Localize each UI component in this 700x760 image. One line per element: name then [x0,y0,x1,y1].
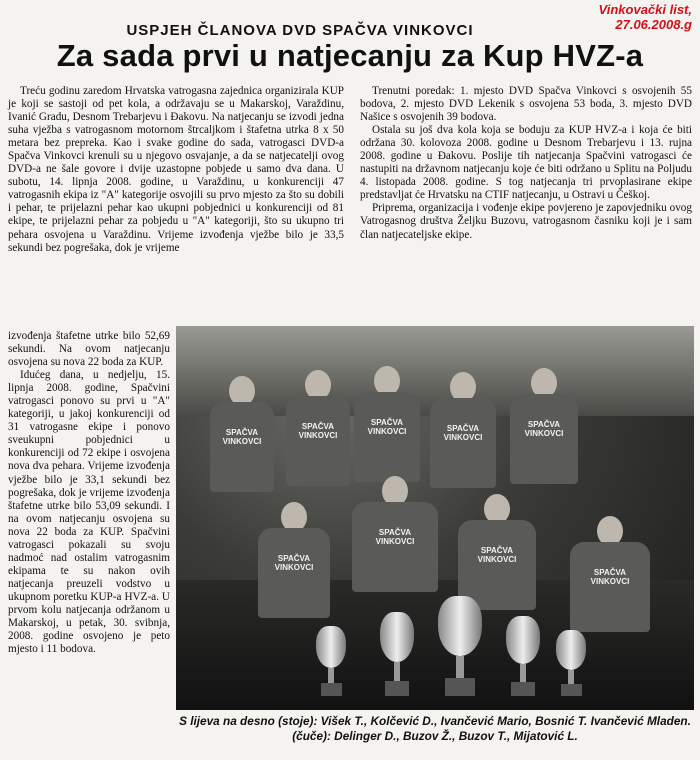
team-member: SPAČVA VINKOVCI [258,502,330,642]
trophy-icon [316,626,346,696]
paragraph: Trenutni poredak: 1. mjesto DVD Spačva Vinkovci s osvojenih 55 bodova, 2. mjesto DVD Lekenik s osvojena 53 boda, 3. mjesto DVD Našice s osvojenih 39 bodova. [360,85,692,124]
article-headline: Za sada prvi u natjecanju za Kup HVZ-a [56,38,644,73]
team-member: SPAČVA VINKOVCI [570,516,650,656]
paragraph: Ostala su još dva kola koja se boduju za KUP HVZ-a i koja će biti održana 30. kolovoza 2008. godine u Desnom Trebarjevu i 13. rujna 2008. godine u Đakovu. Poslije tih natjecanja Spačvini vatrogasci će nastupiti na državnom natjecanju koje će biti održano u Splitu na Poljudu 4. listopada 2008. godine. S tog natjecanja tri prvoplasirane ekipe predstavljat će Hrvatsku na CTIF natjecanju, u Ostravi u Češkoj. [360,124,692,202]
paragraph: Priprema, organizacija i vođenje ekipe povjereno je zapovjedniku ovog Vatrogasnog društva Željku Buzovu, vatrogasnom časniku koji je i sam član natjecateljske ekipe. [360,202,692,241]
team-member: SPAČVA VINKOVCI [458,494,536,634]
trophy-icon [556,630,586,696]
team-member: SPAČVA VINKOVCI [510,368,578,518]
photo-caption: S lijeva na desno (stoje): Višek T., Kolčević D., Ivančević Mario, Bosnić T. Ivančević Mladen. (čuče): Delinger D., Buzov Ž., Buzov T., Mijatović L. [179,714,691,743]
article-column-left-top [8,85,344,255]
team-member: SPAČVA VINKOVCI [430,372,496,522]
team-member: SPAČVA VINKOVCI [210,376,274,526]
paragraph: izvođenja štafetne utrke bilo 52,69 sekundi. Na ovom natjecanju osvojena su nova 22 boda za KUP. [8,330,170,369]
paragraph: Treću godinu zaredom Hrvatska vatrogasna zajednica organizirala KUP je koji se sastoji od pet kola, a održavaju se u Makarskoj, Varaždinu, Ivanić Gradu, Desnom Trebarjevu i Đakovu. Na natjecanju se izvodi jedna suha vježba s vatrogasnom motornom štrcaljkom i štafetna utrka 8 x 50 metara bez prepreka. Kao i svake godine do sada, vatrogasci DVD-a Spačva Vinkovci krenuli su u njegovo osvajanje, a da se natjecatelji ovog DVD-a ne šale govore i dvije uzastopne pobjede u samo dva dana. U subotu, 14. lipnja 2008. godine, u Varaždinu, u konkurenciji 47 vatrogasnih ekipa iz "A" kategorije osvojili su prvo mjesto za što su dobili i pehar, te prijelazni pehar kao ukupni pobjednici u konkurenciji od 81 ekipe, te prijelazni pehar za pobjedu u "A" kategoriji, što su ukupno tri pehara osvojena u Varaždinu. Vrijeme izvođenja vježbe bilo je 33,5 sekundi bez pogrešaka, dok je vrijeme [8,85,344,254]
trophy-icon [380,612,414,696]
team-member: SPAČVA VINKOVCI [286,370,350,520]
newspaper-source [599,2,692,32]
team-photo [176,326,694,710]
team-member: SPAČVA VINKOVCI [352,476,438,626]
paragraph: Idućeg dana, u nedjelju, 15. lipnja 2008. godine, Spačvini vatrogasci ponovo su prvi u "A" kategoriji, u jakoj konkurenciji od 31 vatrogasne ekipe i ponovo sveukupni pobjednici u konkurenciji od 72 ekipe i osvojena nova dva pehara. Vrijeme izvođenja vježbe bilo je 33,1 sekundi bez pogrešaka, dok je vrijeme izvođenja štafetne utrke bilo 53,09 sekundi. I na ovom natjecanju osvojena su nova 22 boda za KUP. Spačvini vatrogasci pokazali su svoju nadmoć nad ostalim vatrogasnim ekipama te su nakon ovih natjecanja preuzeli vodstvo u ukupnom poretku KUP-a HVZ-a. U prvom kolu natjecanja održanom u Makarskoj, u petak, 30. svibnja, 2008. godine osvojeno je peto mjesto i 11 bodova. [8,369,170,656]
team-member: SPAČVA VINKOVCI [354,366,420,516]
source-name: Vinkovački list, [598,2,692,17]
trophy-icon [438,596,482,696]
trophy-icon [506,616,540,696]
article-kicker: USPJEH ČLANOVA DVD SPAČVA VINKOVCI [126,22,474,39]
article-column-right [360,85,692,242]
article-column-left-bottom [8,330,170,656]
source-date: 27.06.2008.g [615,17,692,32]
